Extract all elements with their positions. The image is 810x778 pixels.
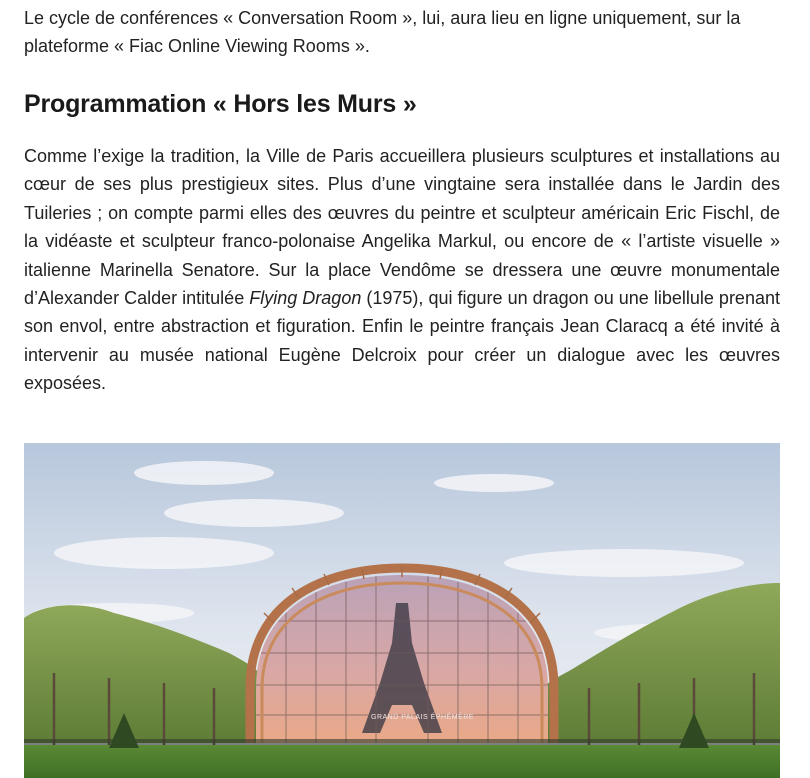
paragraph-text-end: (1975), qui figure un dragon ou une libellule prenant son envol, entre abstraction et figuration. Enfin le peintre français Jean Claracq a été invité à intervenir au musée national Eugène Delcroix pour créer un dialogue avec les œuvres exposées. — [24, 288, 780, 394]
paragraph-text-start: Comme l’exige la tradition, la Ville de Paris accueillera plusieurs sculptures et installations au cœur de ses plus prestigieux sites. Plus d’une vingtaine sera installée dans le Jardin des Tuileries ; on compte parmi elles des œuvres du peintre et sculpteur américain Eric Fischl, de la vidéaste et sculpteur franco-polonaise Angelika Markul, ou encore de « l’artiste visuelle » italienne Marinella Senatore. Sur la place Vendôme se dressera une œuvre monumentale d’Alexander Calder intitulée — [24, 146, 780, 309]
building-sign: GRAND PALAIS ÉPHÉMÈRE — [371, 714, 474, 721]
artwork-title: Flying Dragon — [249, 288, 362, 309]
body-paragraph — [24, 142, 780, 398]
lawn — [24, 745, 780, 778]
section-title: Programmation « Hors les Murs » — [24, 90, 417, 118]
article-photo — [24, 443, 780, 778]
grand-palais-ephemere-photo — [24, 443, 780, 778]
intro-paragraph: Le cycle de conférences « Conversation Room », lui, aura lieu en ligne uniquement, sur la plateforme « Fiac Online Viewing Rooms ». — [24, 8, 741, 56]
article — [24, 0, 780, 398]
